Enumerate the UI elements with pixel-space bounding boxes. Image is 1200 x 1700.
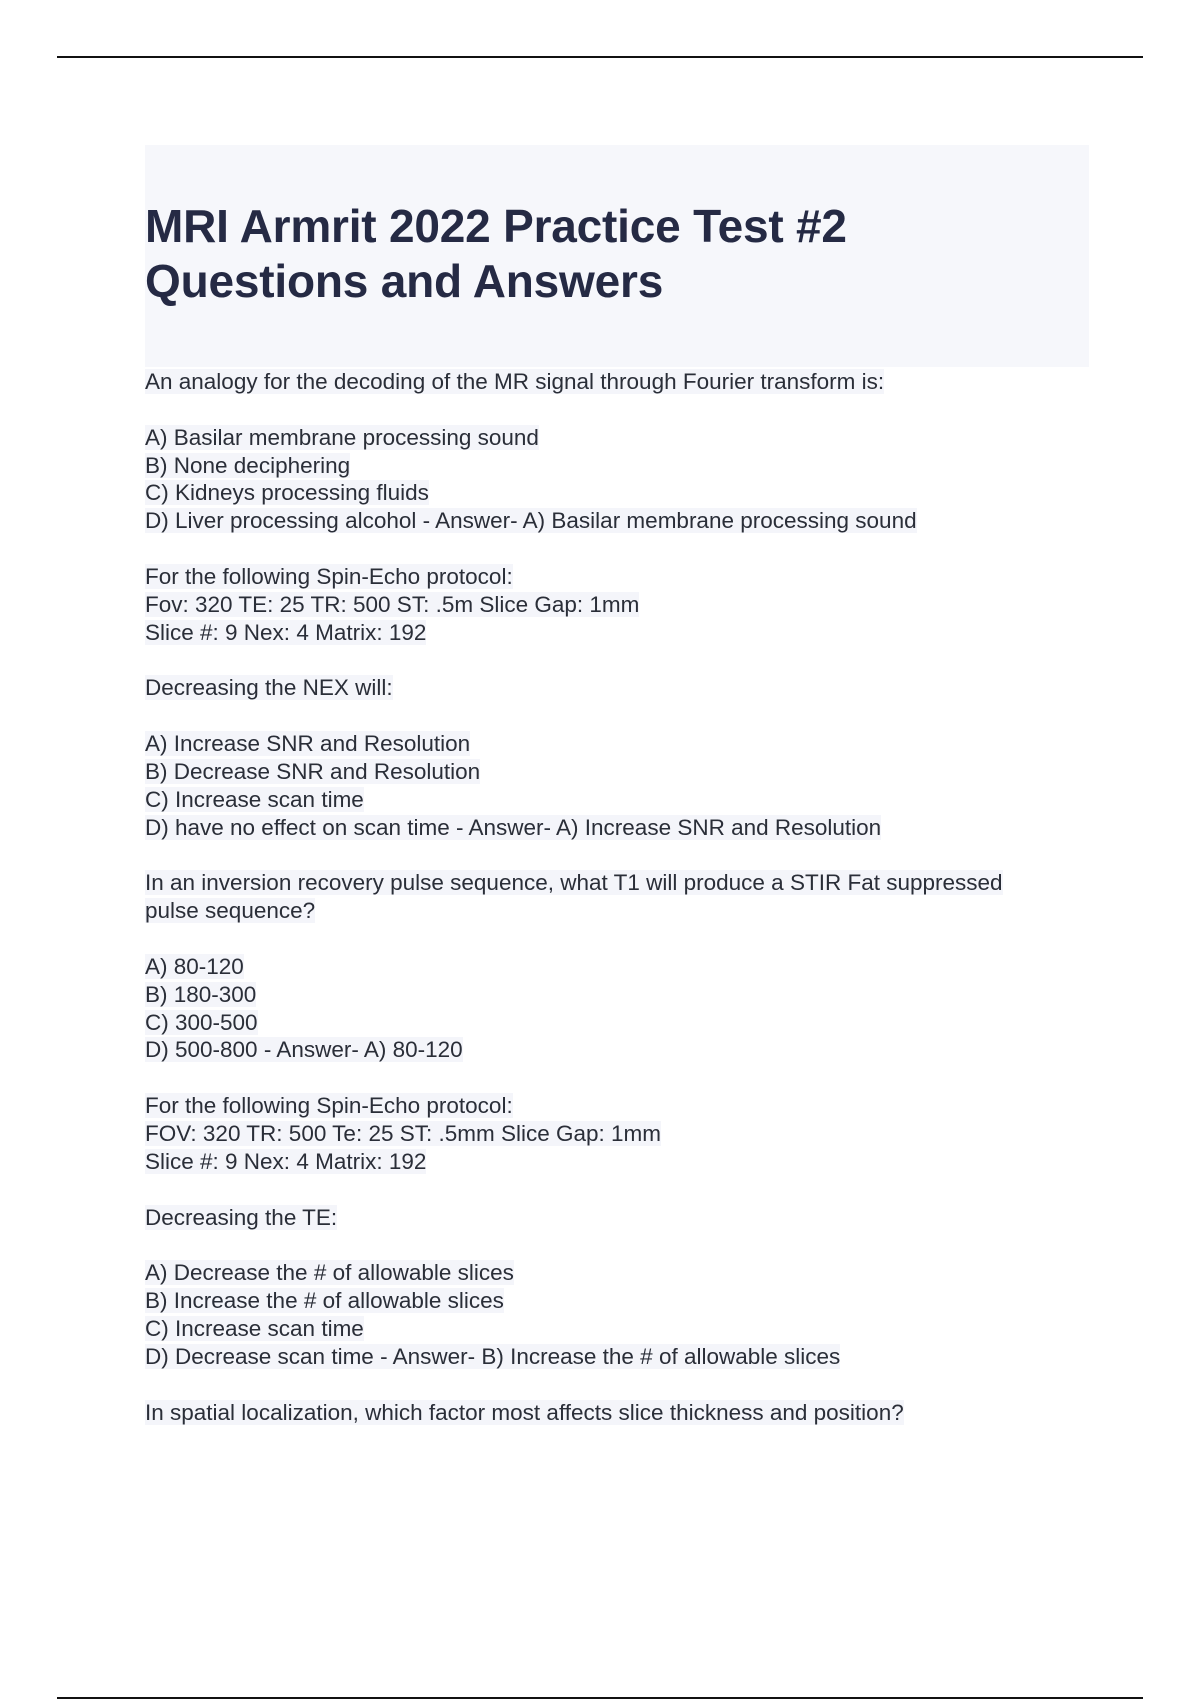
- text-line: [145, 619, 1089, 647]
- text-line: [145, 814, 1089, 842]
- text-line: [145, 452, 1089, 480]
- text-line-content: B) Decrease SNR and Resolution: [145, 758, 481, 784]
- text-line-content: For the following Spin-Echo protocol:: [145, 1093, 513, 1119]
- text-line-content: B) None deciphering: [145, 452, 351, 478]
- title-block: [145, 145, 1089, 367]
- text-block: [145, 953, 1089, 1064]
- text-line-content: A) Decrease the # of allowable slices: [145, 1260, 514, 1286]
- text-line-content: C) 300-500: [145, 1009, 258, 1035]
- text-line-content: C) Kidneys processing fluids: [145, 480, 429, 506]
- text-block: [145, 1399, 1089, 1427]
- paragraph-gap: [145, 925, 1089, 953]
- text-line: [145, 1287, 1089, 1315]
- text-line: [145, 758, 1089, 786]
- text-line-content: Slice #: 9 Nex: 4 Matrix: 192: [145, 1148, 427, 1174]
- paragraph-gap: [145, 535, 1089, 563]
- text-line: [145, 897, 1089, 925]
- text-block: [145, 424, 1089, 535]
- document-title-line-1: MRI Armrit 2022 Practice Test #2: [145, 200, 847, 252]
- text-line: [145, 1120, 1089, 1148]
- page-bottom-rule: [57, 1697, 1143, 1699]
- text-line-content: Fov: 320 TE: 25 TR: 500 ST: .5m Slice Gap: 1mm: [145, 591, 640, 617]
- text-line: [145, 591, 1089, 619]
- text-line: [145, 1343, 1089, 1371]
- text-line-content: C) Increase scan time: [145, 1315, 364, 1341]
- text-line: [145, 981, 1089, 1009]
- text-line: [145, 674, 1089, 702]
- text-line-content: D) have no effect on scan time - Answer- A) Increase SNR and Resolution: [145, 814, 882, 840]
- text-line-content: FOV: 320 TR: 500 Te: 25 ST: .5mm Slice Gap: 1mm: [145, 1120, 662, 1146]
- text-line-content: A) 80-120: [145, 953, 244, 979]
- text-block: [145, 674, 1089, 702]
- text-line: [145, 869, 1089, 897]
- text-block: [145, 730, 1089, 841]
- document-title: [145, 199, 1089, 309]
- text-block: [145, 368, 1089, 396]
- text-line: [145, 730, 1089, 758]
- text-block: [145, 1259, 1089, 1370]
- page-top-rule: [57, 56, 1143, 58]
- question-content: [145, 368, 1089, 1426]
- document-title-line-2: Questions and Answers: [145, 255, 664, 307]
- text-line: [145, 563, 1089, 591]
- text-line-content: D) Decrease scan time - Answer- B) Increase the # of allowable slices: [145, 1343, 841, 1369]
- text-line: [145, 507, 1089, 535]
- text-line-content: C) Increase scan time: [145, 786, 364, 812]
- text-line-content: pulse sequence?: [145, 898, 316, 924]
- paragraph-gap: [145, 1064, 1089, 1092]
- text-block: [145, 563, 1089, 646]
- paragraph-gap: [145, 1176, 1089, 1204]
- text-line-content: Slice #: 9 Nex: 4 Matrix: 192: [145, 619, 427, 645]
- text-line-content: In spatial localization, which factor most affects slice thickness and position?: [145, 1399, 904, 1425]
- text-line: [145, 424, 1089, 452]
- text-line: [145, 1399, 1089, 1427]
- text-line: [145, 1315, 1089, 1343]
- text-line-content: An analogy for the decoding of the MR signal through Fourier transform is:: [145, 369, 885, 394]
- text-line: [145, 479, 1089, 507]
- paragraph-gap: [145, 1231, 1089, 1259]
- paragraph-gap: [145, 646, 1089, 674]
- text-line-content: A) Increase SNR and Resolution: [145, 731, 471, 757]
- text-line: [145, 1204, 1089, 1232]
- text-line: [145, 1148, 1089, 1176]
- text-line-content: Decreasing the NEX will:: [145, 675, 393, 701]
- text-line-content: A) Basilar membrane processing sound: [145, 424, 539, 450]
- text-line: [145, 1009, 1089, 1037]
- text-line-content: B) 180-300: [145, 981, 257, 1007]
- text-line: [145, 786, 1089, 814]
- text-line-content: For the following Spin-Echo protocol:: [145, 563, 513, 589]
- text-block: [145, 1204, 1089, 1232]
- text-block: [145, 869, 1089, 925]
- text-line-content: In an inversion recovery pulse sequence, what T1 will produce a STIR Fat suppressed: [145, 870, 1003, 896]
- text-line-content: D) Liver processing alcohol - Answer- A) Basilar membrane processing sound: [145, 508, 917, 534]
- text-block: [145, 1092, 1089, 1175]
- text-line: [145, 1092, 1089, 1120]
- text-line-content: D) 500-800 - Answer- A) 80-120: [145, 1037, 463, 1063]
- paragraph-gap: [145, 396, 1089, 424]
- text-line-content: B) Increase the # of allowable slices: [145, 1288, 504, 1314]
- text-line: [145, 953, 1089, 981]
- paragraph-gap: [145, 1371, 1089, 1399]
- paragraph-gap: [145, 841, 1089, 869]
- text-line-content: Decreasing the TE:: [145, 1204, 338, 1230]
- paragraph-gap: [145, 702, 1089, 730]
- text-line: [145, 1259, 1089, 1287]
- text-line: [145, 368, 1089, 396]
- text-line: [145, 1036, 1089, 1064]
